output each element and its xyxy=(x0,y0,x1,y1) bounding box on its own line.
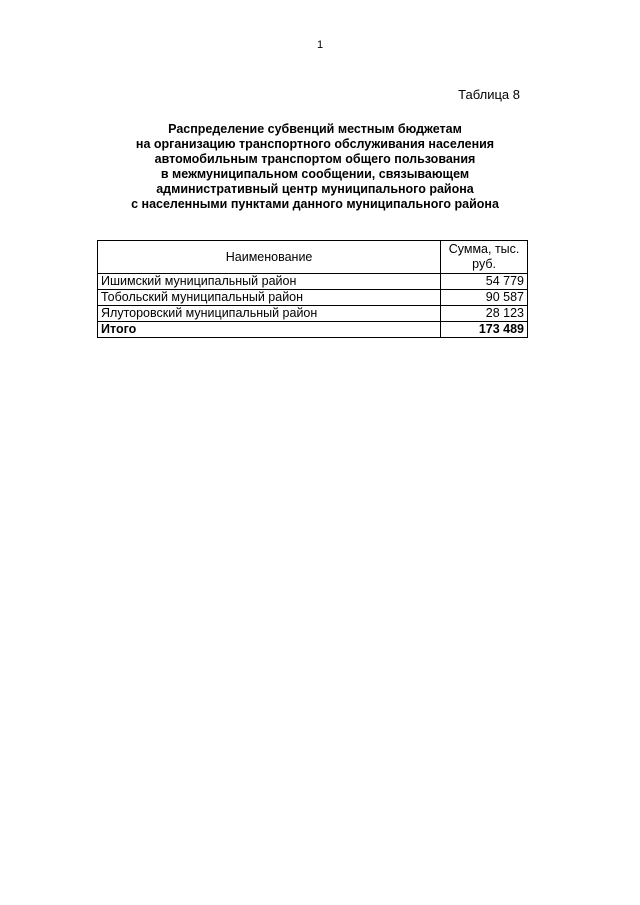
table-row xyxy=(98,290,528,306)
row-name: Ялуторовский муниципальный район xyxy=(98,306,441,322)
title-line: автомобильным транспортом общего пользования xyxy=(154,152,476,166)
title-line: с населенными пунктами данного муниципального района xyxy=(131,197,499,211)
header-name: Наименование xyxy=(98,241,441,274)
title-line: на организацию транспортного обслуживания населения xyxy=(135,137,495,151)
table-row xyxy=(98,306,528,322)
row-name: Ишимский муниципальный район xyxy=(98,274,441,290)
header-sum-line: руб. xyxy=(472,257,496,271)
title-line: административный центр муниципального района xyxy=(156,182,474,196)
table-total-row xyxy=(98,322,528,338)
document-title xyxy=(0,122,630,212)
row-sum: 90 587 xyxy=(441,290,528,306)
page-number: 1 xyxy=(316,39,324,51)
table-row xyxy=(98,274,528,290)
table-header-row xyxy=(98,241,528,274)
header-sum-line: Сумма, тыс. xyxy=(448,242,520,256)
row-sum: 54 779 xyxy=(441,274,528,290)
table-label: Таблица 8 xyxy=(458,87,520,102)
header-sum xyxy=(441,241,528,274)
subvention-table xyxy=(97,240,528,338)
title-line: в межмуниципальном сообщении, связывающем xyxy=(160,167,470,181)
row-sum: 28 123 xyxy=(441,306,528,322)
title-line: Распределение субвенций местным бюджетам xyxy=(168,122,462,136)
total-sum: 173 489 xyxy=(441,322,528,338)
total-label: Итого xyxy=(98,322,441,338)
row-name: Тобольский муниципальный район xyxy=(98,290,441,306)
